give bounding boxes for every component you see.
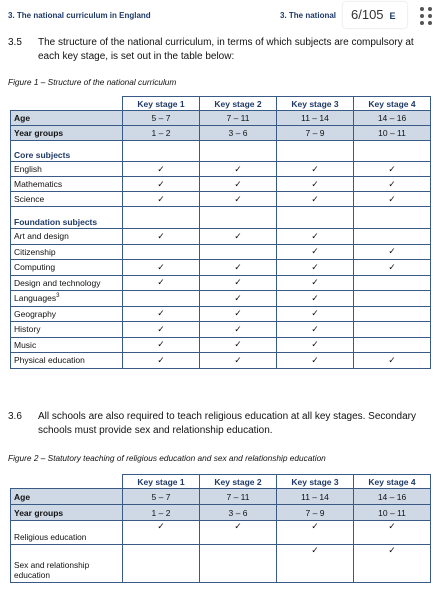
check-icon: ✓ xyxy=(123,275,200,291)
check-icon: ✓ xyxy=(277,275,354,291)
row-age xyxy=(11,111,431,126)
page-number: 6/105 xyxy=(351,7,384,22)
table-row xyxy=(11,229,431,245)
footnote-marker[interactable]: 3 xyxy=(56,293,60,300)
page-indicator-next: E xyxy=(389,11,396,21)
paragraph-3-5 xyxy=(8,36,442,66)
cell: 7 – 9 xyxy=(277,505,354,521)
check-icon xyxy=(200,244,277,260)
paragraph-number: 3.6 xyxy=(8,411,22,422)
row-core-heading xyxy=(11,141,431,162)
cell: 7 – 9 xyxy=(277,126,354,141)
subject-label: Mathematics xyxy=(11,177,123,192)
col-key-stage-3: Key stage 3 xyxy=(277,475,354,489)
check-icon xyxy=(354,229,431,245)
cell: 3 – 6 xyxy=(200,126,277,141)
check-icon: ✓ xyxy=(123,229,200,245)
subject-label: History xyxy=(11,322,123,338)
table-row xyxy=(11,192,431,207)
subject-label: Computing xyxy=(11,260,123,276)
subject-label: Science xyxy=(11,192,123,207)
subject-name: Languages xyxy=(14,293,57,304)
check-icon: ✓ xyxy=(277,162,354,177)
check-icon: ✓ xyxy=(277,229,354,245)
check-icon: ✓ xyxy=(123,322,200,338)
cell: 1 – 2 xyxy=(123,505,200,521)
table-row xyxy=(11,177,431,192)
check-icon: ✓ xyxy=(123,521,200,545)
check-icon: ✓ xyxy=(277,306,354,322)
col-key-stage-4: Key stage 4 xyxy=(354,97,431,111)
check-icon: ✓ xyxy=(277,192,354,207)
check-icon: ✓ xyxy=(123,260,200,276)
check-icon: ✓ xyxy=(200,322,277,338)
check-icon: ✓ xyxy=(123,337,200,353)
section-heading-foundation: Foundation subjects xyxy=(11,207,123,229)
row-label: Year groups xyxy=(11,126,123,141)
page-indicator[interactable] xyxy=(343,2,407,28)
paragraph-3-6 xyxy=(8,410,442,440)
subject-label xyxy=(11,291,123,307)
cell: 11 – 14 xyxy=(277,111,354,126)
table-row xyxy=(11,275,431,291)
check-icon: ✓ xyxy=(354,244,431,260)
check-icon: ✓ xyxy=(200,306,277,322)
figure-2-caption: Figure 2 – Statutory teaching of religious education and sex and relationship education xyxy=(8,453,326,463)
check-icon: ✓ xyxy=(277,244,354,260)
paragraph-text: The structure of the national curriculum, in terms of which subjects are compulsory at each key stage, is set out in the table below: xyxy=(38,37,414,62)
running-title-left: 3. The national curriculum in England xyxy=(8,11,151,20)
cell: 7 – 11 xyxy=(200,111,277,126)
running-title-right: 3. The national xyxy=(280,11,337,20)
cell: 14 – 16 xyxy=(354,111,431,126)
col-key-stage-3: Key stage 3 xyxy=(277,97,354,111)
table-row xyxy=(11,244,431,260)
table-row xyxy=(11,260,431,276)
more-options-icon[interactable] xyxy=(418,5,438,25)
check-icon: ✓ xyxy=(123,192,200,207)
subject-label: Citizenship xyxy=(11,244,123,260)
check-icon: ✓ xyxy=(200,229,277,245)
table-row xyxy=(11,337,431,353)
check-icon: ✓ xyxy=(200,353,277,369)
subject-label: Design and technology xyxy=(11,275,123,291)
check-icon: ✓ xyxy=(277,521,354,545)
check-icon xyxy=(354,275,431,291)
check-icon xyxy=(354,291,431,307)
check-icon xyxy=(200,545,277,583)
subject-label: Music xyxy=(11,337,123,353)
check-icon: ✓ xyxy=(277,337,354,353)
table-row xyxy=(11,306,431,322)
check-icon xyxy=(123,244,200,260)
col-key-stage-1: Key stage 1 xyxy=(123,475,200,489)
check-icon: ✓ xyxy=(354,162,431,177)
check-icon: ✓ xyxy=(123,177,200,192)
check-icon: ✓ xyxy=(200,521,277,545)
table-row xyxy=(11,353,431,369)
table-row xyxy=(11,162,431,177)
cell: 5 – 7 xyxy=(123,489,200,505)
subject-label: Art and design xyxy=(11,229,123,245)
figure-2-table xyxy=(10,474,431,583)
table-row xyxy=(11,291,431,307)
row-age xyxy=(11,489,431,505)
col-key-stage-2: Key stage 2 xyxy=(200,97,277,111)
check-icon: ✓ xyxy=(277,260,354,276)
table-row xyxy=(11,545,431,583)
check-icon: ✓ xyxy=(200,291,277,307)
cell: 11 – 14 xyxy=(277,489,354,505)
section-heading-core: Core subjects xyxy=(11,141,123,162)
col-key-stage-2: Key stage 2 xyxy=(200,475,277,489)
col-key-stage-1: Key stage 1 xyxy=(123,97,200,111)
top-bar xyxy=(0,0,442,30)
subject-label: Religious education xyxy=(11,521,123,545)
col-key-stage-4: Key stage 4 xyxy=(354,475,431,489)
check-icon: ✓ xyxy=(354,545,431,583)
check-icon: ✓ xyxy=(123,353,200,369)
check-icon: ✓ xyxy=(277,322,354,338)
cell: 5 – 7 xyxy=(123,111,200,126)
check-icon: ✓ xyxy=(200,337,277,353)
paragraph-text: All schools are also required to teach religious education at all key stages. Secondary schools must provide sex and relationship education. xyxy=(38,411,416,436)
cell: 10 – 11 xyxy=(354,505,431,521)
check-icon: ✓ xyxy=(123,306,200,322)
check-icon: ✓ xyxy=(200,177,277,192)
cell: 3 – 6 xyxy=(200,505,277,521)
check-icon: ✓ xyxy=(354,353,431,369)
check-icon: ✓ xyxy=(354,260,431,276)
row-foundation-heading xyxy=(11,207,431,229)
figure-1-caption: Figure 1 – Structure of the national curriculum xyxy=(8,77,177,87)
check-icon: ✓ xyxy=(200,162,277,177)
check-icon xyxy=(354,306,431,322)
cell: 7 – 11 xyxy=(200,489,277,505)
check-icon xyxy=(354,322,431,338)
check-icon xyxy=(123,545,200,583)
check-icon: ✓ xyxy=(354,177,431,192)
row-label: Age xyxy=(11,489,123,505)
row-label: Year groups xyxy=(11,505,123,521)
header-blank xyxy=(11,475,123,489)
check-icon: ✓ xyxy=(277,177,354,192)
cell: 10 – 11 xyxy=(354,126,431,141)
check-icon: ✓ xyxy=(277,353,354,369)
check-icon: ✓ xyxy=(354,521,431,545)
check-icon: ✓ xyxy=(123,162,200,177)
figure-1-table xyxy=(10,96,431,369)
cell: 1 – 2 xyxy=(123,126,200,141)
paragraph-number: 3.5 xyxy=(8,37,22,48)
subject-label: Physical education xyxy=(11,353,123,369)
check-icon: ✓ xyxy=(277,291,354,307)
check-icon xyxy=(354,337,431,353)
subject-label: Geography xyxy=(11,306,123,322)
header-blank xyxy=(11,97,123,111)
subject-label: English xyxy=(11,162,123,177)
row-year-groups xyxy=(11,126,431,141)
subject-label: Sex and relationship education xyxy=(11,545,123,583)
row-year-groups xyxy=(11,505,431,521)
table-row xyxy=(11,322,431,338)
check-icon: ✓ xyxy=(200,260,277,276)
check-icon: ✓ xyxy=(354,192,431,207)
check-icon xyxy=(123,291,200,307)
row-label: Age xyxy=(11,111,123,126)
table-row xyxy=(11,521,431,545)
cell: 14 – 16 xyxy=(354,489,431,505)
check-icon: ✓ xyxy=(200,192,277,207)
check-icon: ✓ xyxy=(200,275,277,291)
check-icon: ✓ xyxy=(277,545,354,583)
